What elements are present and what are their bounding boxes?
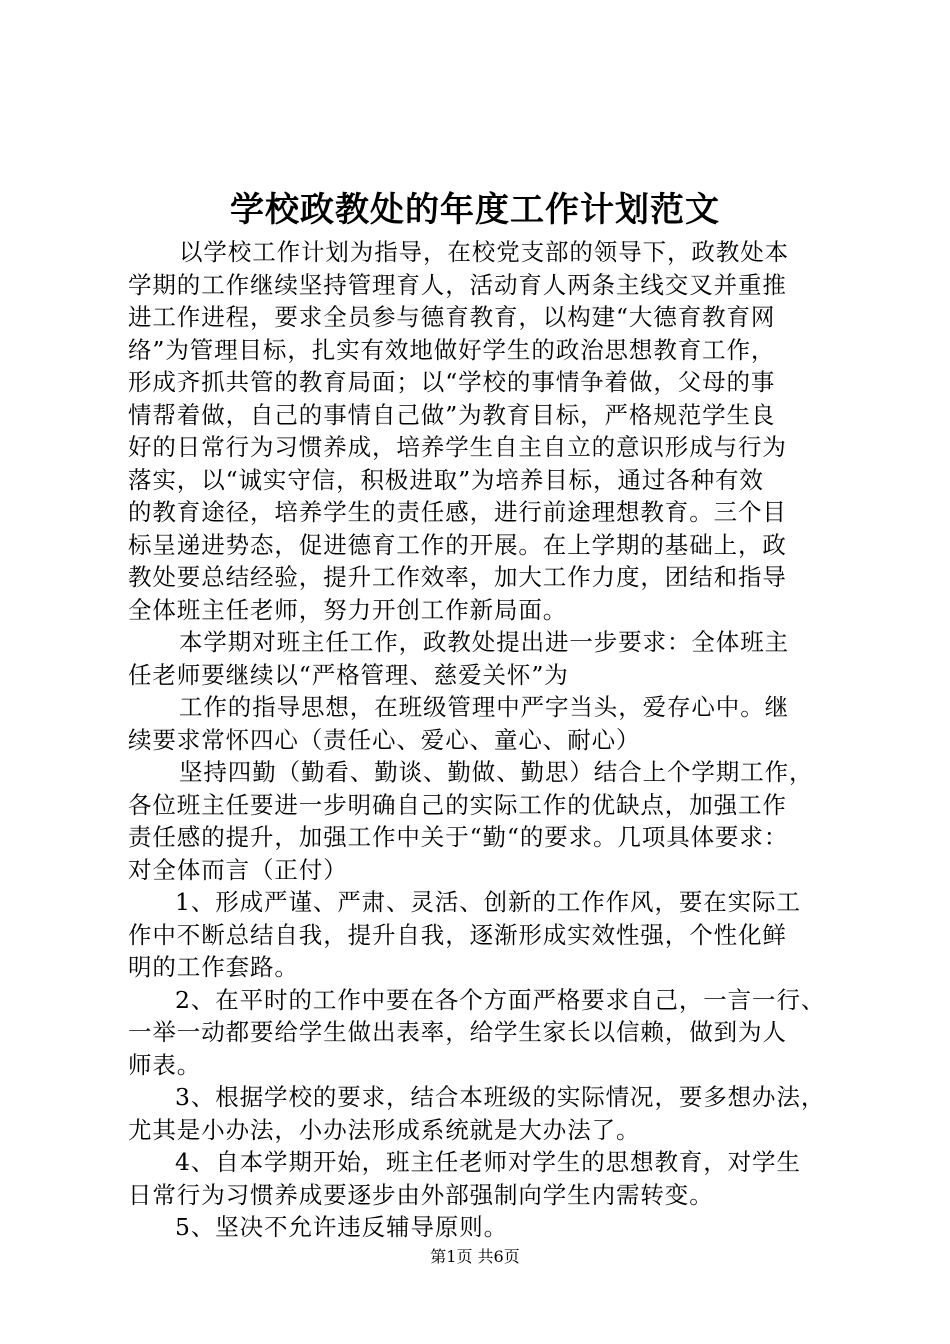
text-line: 各位班主任要进一步明确自己的实际工作的优缺点，加强工作: [128, 790, 787, 819]
text-line: 本学期对班主任工作，政教处提出进一步要求：全体班主: [179, 628, 789, 656]
text-line: 落实，以“诚实守信，积极进取”为培养目标，通过各种有效: [128, 465, 764, 494]
text-line: 形成齐抓共管的教育局面；以“学校的事情争着做，父母的事: [128, 368, 776, 396]
text-line: 一举一动都要给学生做出表率，给学生家长以信赖，做到为人: [128, 1018, 787, 1046]
text-line: 对全体而言（正付）: [128, 855, 348, 884]
text-line: 络”为管理目标，扎实有效地做好学生的政治思想教育工作，: [128, 335, 776, 364]
page-footer: 第1页 共6页: [430, 1247, 520, 1266]
text-line: 作中不断总结自我，提升自我，逐渐形成实效性强，个性化鲜: [128, 920, 787, 949]
list-item-line: 2、在平时的工作中要在各个方面严格要求自己，一言一行、: [175, 985, 826, 1014]
text-line: 进工作进程，要求全员参与德育教育，以构建“大德育教育网: [128, 303, 776, 331]
text-line: 明的工作套路。: [128, 953, 299, 981]
list-item-line: 1、形成严谨、严肃、灵活、创新的工作作风，要在实际工: [175, 888, 801, 916]
text-line: 师表。: [128, 1050, 202, 1079]
text-line: 的教育途径，培养学生的责任感，进行前途理想教育。三个目: [128, 498, 787, 526]
text-line: 工作的指导思想，在班级管理中严字当头，爱存心中。继: [179, 693, 789, 721]
text-line: 尤其是小办法，小办法形成系统就是大办法了。: [128, 1115, 641, 1144]
text-line: 日常行为习惯养成要逐步由外部强制向学生内需转变。: [128, 1180, 714, 1209]
text-line: 以学校工作计划为指导，在校党支部的领导下，政教处本: [179, 238, 789, 266]
list-item-line: 3、根据学校的要求，结合本班级的实际情况，要多想办法，: [175, 1083, 826, 1111]
text-line: 学期的工作继续坚持管理育人，活动育人两条主线交叉并重推: [128, 270, 787, 299]
text-line: 好的日常行为习惯养成，培养学生自主自立的意识形成与行为: [128, 433, 787, 461]
list-item-line: 5、坚决不允许违反辅导原则。: [175, 1213, 509, 1241]
text-line: 教处要总结经验，提升工作效率，加大工作力度，团结和指导: [128, 563, 787, 591]
text-line: 任老师要继续以“严格管理、慈爱关怀”为: [128, 660, 569, 689]
list-item-line: 4、自本学期开始，班主任老师对学生的思想教育，对学生: [175, 1148, 801, 1176]
text-line: 续要求常怀四心（责任心、爱心、童心、耐心）: [128, 725, 641, 754]
text-line: 责任感的提升，加强工作中关于“勤“的要求。几项具体要求：: [128, 823, 789, 851]
document-body: [128, 236, 840, 1244]
text-line: 标呈递进势态，促进德育工作的开展。在上学期的基础上，政: [128, 530, 787, 559]
text-line: 情帮着做，自己的事情自己做”为教育目标，严格规范学生良: [128, 400, 776, 429]
text-line: 全体班主任老师，努力开创工作新局面。: [128, 595, 568, 624]
text-line: 坚持四勤（勤看、勤谈、勤做、勤思）结合上个学期工作，: [179, 758, 814, 786]
document-title: 学校政教处的年度工作计划范文: [230, 190, 720, 230]
